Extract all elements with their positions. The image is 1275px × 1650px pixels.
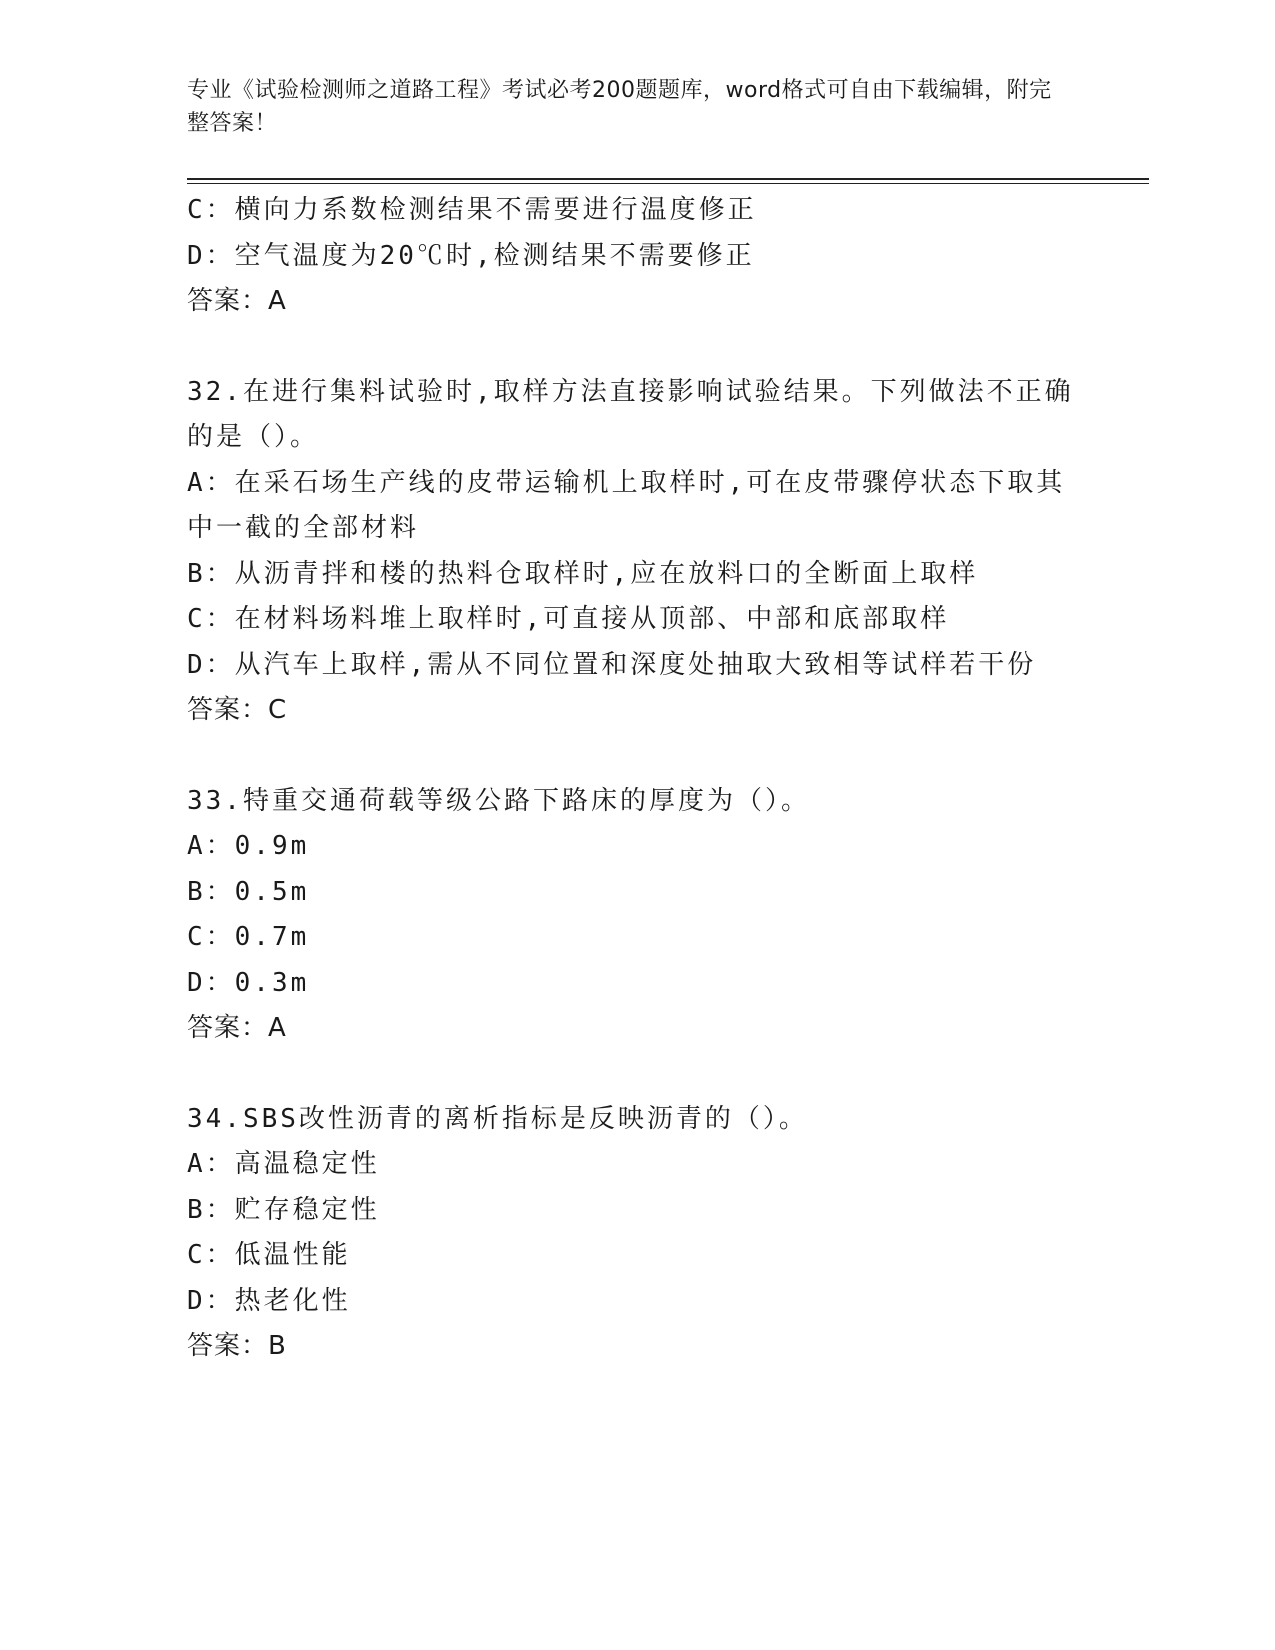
- question-body: [187, 188, 1087, 1370]
- header-divider-thick: [187, 178, 1149, 180]
- answer: 答案：C: [187, 695, 288, 725]
- option-c: C：低温性能: [187, 1240, 351, 1270]
- option-c: C：在材料场料堆上取样时,可直接从顶部、中部和底部取样: [187, 604, 950, 634]
- option-c: C：横向力系数检测结果不需要进行温度修正: [187, 195, 757, 225]
- option-a: A：在采石场生产线的皮带运输机上取样时,可在皮带骤停状态下取其中一截的全部材料: [187, 467, 1066, 543]
- question-stem: 34.SBS改性沥青的离析指标是反映沥青的（）。: [187, 1103, 808, 1134]
- option-a: A：高温稳定性: [187, 1149, 380, 1179]
- option-d: D：热老化性: [187, 1285, 351, 1316]
- document-header: 专业《试验检测师之道路工程》考试必考200题题库，word格式可自由下载编辑，附完整答案！: [187, 78, 1052, 136]
- header-divider-thin: [187, 183, 1149, 184]
- option-b: B：贮存稳定性: [187, 1194, 380, 1225]
- option-a: A：0.9m: [187, 831, 310, 861]
- option-d: D：从汽车上取样,需从不同位置和深度处抽取大致相等试样若干份: [187, 649, 1037, 680]
- option-b: B：0.5m: [187, 876, 310, 907]
- option-d: D：0.3m: [187, 967, 310, 998]
- answer: 答案：B: [187, 1331, 287, 1361]
- question-stem: 32.在进行集料试验时,取样方法直接影响试验结果。下列做法不正确的是（）。: [187, 376, 1074, 452]
- option-b: B：从沥青拌和楼的热料仓取样时,应在放料口的全断面上取样: [187, 558, 979, 589]
- answer: 答案：A: [187, 286, 287, 316]
- question-stem: 33.特重交通荷载等级公路下路床的厚度为（）。: [187, 785, 810, 816]
- option-c: C：0.7m: [187, 922, 310, 952]
- option-d: D：空气温度为20℃时,检测结果不需要修正: [187, 240, 755, 271]
- answer: 答案：A: [187, 1013, 287, 1043]
